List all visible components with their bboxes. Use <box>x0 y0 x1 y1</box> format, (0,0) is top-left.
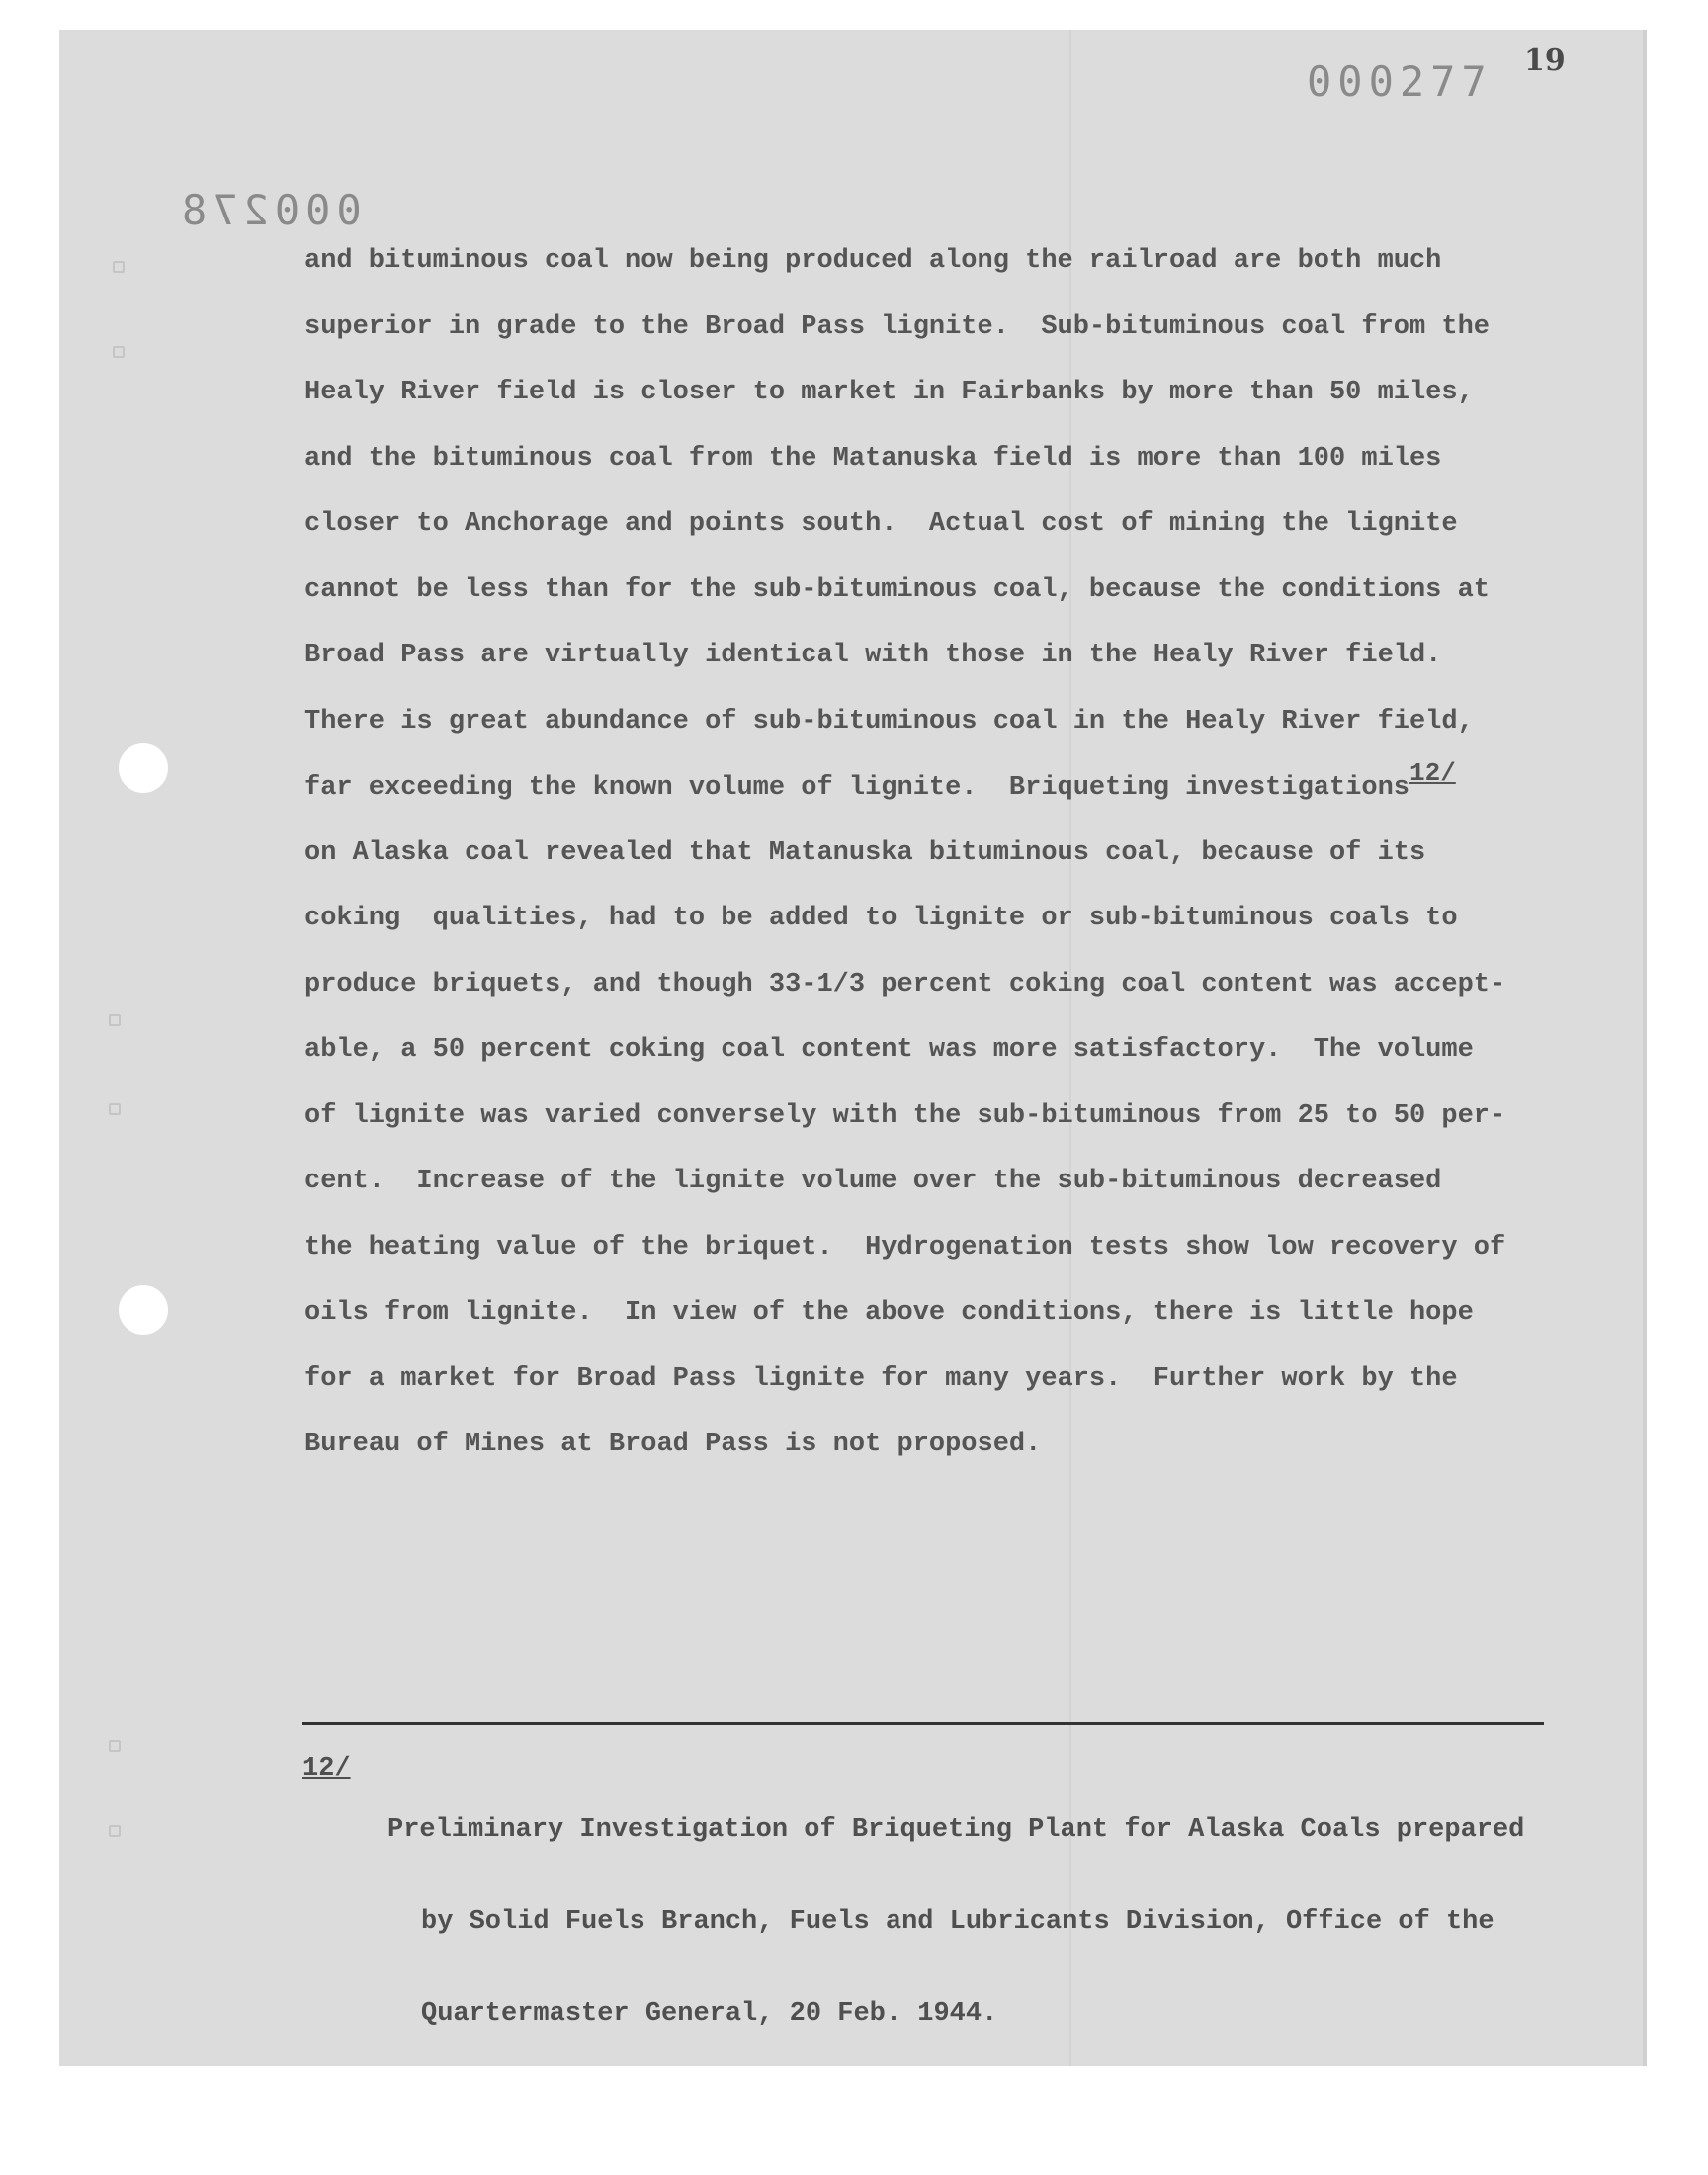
text-line: produce briquets, and though 33-1/3 percent coking coal content was accept- <box>304 969 1506 1000</box>
binder-mark <box>109 1825 121 1837</box>
text-line: coking qualities, had to be added to lignite or sub-bituminous coals to <box>304 904 1458 933</box>
footnote-marker: 12/ <box>302 1754 351 1784</box>
body-paragraph <box>304 241 1609 1491</box>
text-line: on Alaska coal revealed that Matanuska bituminous coal, because of its <box>304 837 1426 868</box>
text-line: able, a 50 percent coking coal content was more satisfactory. The volume <box>304 1035 1474 1065</box>
footnote-line: by Solid Fuels Branch, Fuels and Lubricants Division, Office of the <box>421 1907 1494 1937</box>
text-line: the heating value of the briquet. Hydrogenation tests show low recovery of <box>304 1232 1506 1262</box>
binder-mark <box>109 1103 121 1115</box>
text-line: and bituminous coal now being produced along the railroad are both much <box>304 246 1442 276</box>
binder-mark <box>109 1014 121 1026</box>
footnote-divider <box>302 1722 1544 1725</box>
binder-mark <box>109 1740 121 1752</box>
text-line: There is great abundance of sub-bituminous coal in the Healy River field, <box>304 706 1474 737</box>
page-edge-shadow <box>1643 30 1647 2066</box>
text-line: cannot be less than for the sub-bituminous coal, because the conditions at <box>304 574 1490 605</box>
text-line: Bureau of Mines at Broad Pass is not proposed. <box>304 1430 1042 1459</box>
mirrored-id-stamp: 000278 <box>176 186 362 234</box>
footnote-text <box>387 1754 1524 2091</box>
footnote-reference: 12/ <box>1409 758 1456 788</box>
text-line: Healy River field is closer to market in Fairbanks by more than 50 miles, <box>304 378 1474 407</box>
binder-mark <box>113 346 125 358</box>
text-line: for a market for Broad Pass lignite for many years. Further work by the <box>304 1363 1458 1394</box>
text-line-with-footnote <box>304 758 1609 833</box>
punch-hole <box>119 743 168 793</box>
text-line: oils from lignite. In view of the above conditions, there is little hope <box>304 1298 1474 1328</box>
punch-hole <box>119 1285 168 1335</box>
text-line: far exceeding the known volume of lignite. Briqueting investigations <box>304 773 1409 803</box>
text-line: of lignite was varied conversely with the sub-bituminous from 25 to 50 per- <box>304 1100 1506 1131</box>
footnote-line: Quartermaster General, 20 Feb. 1944. <box>421 1999 998 2029</box>
document-id-stamp: 000277 <box>1307 57 1493 106</box>
text-line: Broad Pass are virtually identical with those in the Healy River field. <box>304 641 1442 670</box>
text-line: and the bituminous coal from the Matanuska field is more than 100 miles <box>304 443 1442 474</box>
text-line: closer to Anchorage and points south. Actual cost of mining the lignite <box>304 509 1458 539</box>
text-line: superior in grade to the Broad Pass lignite. Sub-bituminous coal from the <box>304 311 1490 342</box>
footnote-line: Preliminary Investigation of Briqueting Plant for Alaska Coals prepared <box>387 1815 1525 1845</box>
binder-mark <box>113 261 125 273</box>
text-line: cent. Increase of the lignite volume over the sub-bituminous decreased <box>304 1167 1442 1196</box>
page-number: 19 <box>1524 44 1566 78</box>
